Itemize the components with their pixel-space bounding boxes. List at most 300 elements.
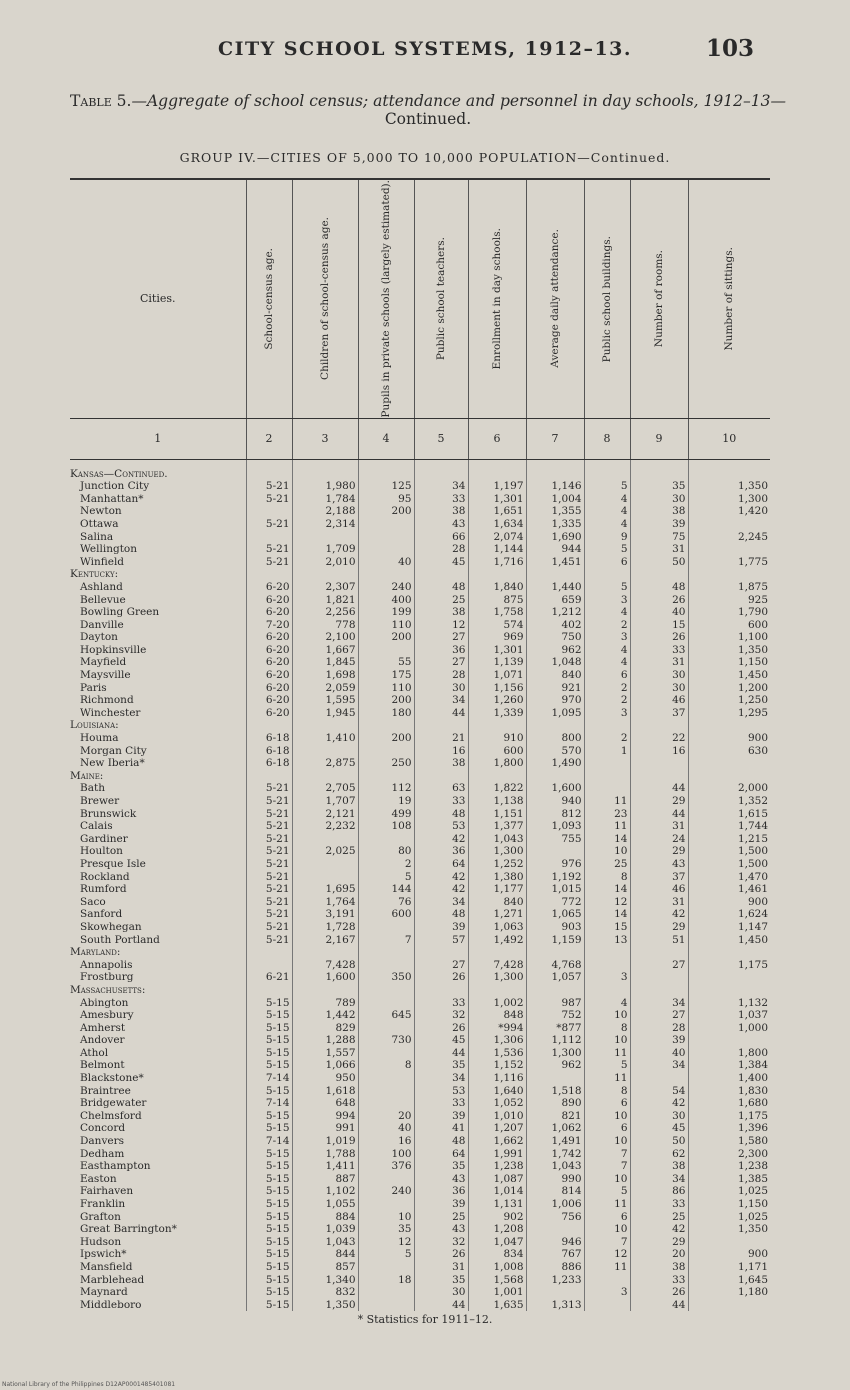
table-cell — [246, 984, 292, 997]
table-cell: 1,350 — [688, 480, 770, 493]
table-cell — [358, 1072, 414, 1085]
table-cell: 40 — [630, 1047, 688, 1060]
table-cell — [584, 468, 630, 481]
table-cell — [630, 568, 688, 581]
table-cell: 31 — [630, 656, 688, 669]
state-name: Kentucky: — [70, 568, 119, 581]
table-cell: 1,047 — [468, 1236, 526, 1249]
table-cell: 6-20 — [246, 694, 292, 707]
table-cell: 1,380 — [468, 871, 526, 884]
table-title: —Aggregate of school census; attendance and personnel in day schools, 1912–13— — [131, 92, 786, 110]
table-cell — [292, 568, 358, 581]
table-cell: 2,167 — [292, 934, 358, 947]
table-cell: 4,768 — [526, 959, 584, 972]
table-cell — [526, 984, 584, 997]
table-cell: 16 — [358, 1135, 414, 1148]
table-cell: 969 — [468, 631, 526, 644]
table-cell: 5 — [584, 1185, 630, 1198]
table-cell: 1,615 — [688, 808, 770, 821]
page-number: 103 — [705, 35, 754, 62]
table-cell: 1,490 — [526, 757, 584, 770]
table-cell: 12 — [584, 896, 630, 909]
table-row — [70, 606, 770, 619]
table-row — [70, 1173, 770, 1186]
table-cell — [246, 505, 292, 518]
table-cell: 42 — [414, 883, 468, 896]
table-cell: 4 — [584, 656, 630, 669]
table-cell: 950 — [292, 1072, 358, 1085]
city-name: Saco — [80, 895, 106, 908]
table-cell: 5 — [358, 871, 414, 884]
state-row — [70, 568, 770, 581]
table-cell: 64 — [414, 858, 468, 871]
table-cell — [358, 1261, 414, 1274]
table-cell: 1,384 — [688, 1059, 770, 1072]
table-cell: 730 — [358, 1034, 414, 1047]
table-cell: 1,667 — [292, 644, 358, 657]
table-row — [70, 959, 770, 972]
table-cell: 14 — [584, 833, 630, 846]
table-cell: 38 — [630, 1261, 688, 1274]
table-cell: 944 — [526, 543, 584, 556]
table-cell: 26 — [630, 594, 688, 607]
table-cell: 6-20 — [246, 606, 292, 619]
city-name: Junction City — [80, 480, 150, 493]
table-cell: 16 — [630, 745, 688, 758]
table-row — [70, 531, 770, 544]
table-cell: 1,707 — [292, 795, 358, 808]
table-cell: 1,208 — [468, 1223, 526, 1236]
table-cell: 1,618 — [292, 1085, 358, 1098]
table-cell: 1,500 — [688, 845, 770, 858]
table-cell: 1,634 — [468, 518, 526, 531]
table-cell — [358, 543, 414, 556]
table-cell: 1,100 — [688, 631, 770, 644]
table-cell: 887 — [292, 1173, 358, 1186]
table-cell: 50 — [630, 1135, 688, 1148]
table-cell: 108 — [358, 820, 414, 833]
table-cell: 1,640 — [468, 1085, 526, 1098]
table-cell — [414, 719, 468, 732]
table-cell: 25 — [584, 858, 630, 871]
table-cell: 2 — [584, 694, 630, 707]
table-row — [70, 1160, 770, 1173]
table-cell: 34 — [414, 694, 468, 707]
city-name: Annapolis — [80, 958, 133, 971]
state-row — [70, 719, 770, 732]
table-cell: 2 — [358, 858, 414, 871]
table-cell: 902 — [468, 1211, 526, 1224]
table-cell — [358, 1097, 414, 1110]
table-cell: 1,175 — [688, 959, 770, 972]
table-cell: 1,233 — [526, 1274, 584, 1287]
table-cell: 2,121 — [292, 808, 358, 821]
table-row — [70, 820, 770, 833]
city-name: Brunswick — [80, 807, 137, 820]
table-row — [70, 858, 770, 871]
table-cell — [630, 1072, 688, 1085]
table-cell: 1,019 — [292, 1135, 358, 1148]
table-cell: 43 — [414, 518, 468, 531]
table-cell: 42 — [630, 1097, 688, 1110]
table-cell — [292, 833, 358, 846]
table-cell: 33 — [630, 1274, 688, 1287]
table-cell: 600 — [358, 908, 414, 921]
table-cell: 6 — [584, 669, 630, 682]
table-cell: 946 — [526, 1236, 584, 1249]
city-name: Morgan City — [80, 744, 147, 757]
column-header-children: Children of school-census age. — [292, 179, 358, 418]
table-cell: 812 — [526, 808, 584, 821]
city-name: Rumford — [80, 883, 127, 896]
table-cell: 10 — [584, 845, 630, 858]
table-cell — [688, 468, 770, 481]
table-cell — [358, 1299, 414, 1312]
table-row — [70, 1198, 770, 1211]
table-row — [70, 757, 770, 770]
table-cell: 53 — [414, 1085, 468, 1098]
table-cell: 1,010 — [468, 1110, 526, 1123]
table-cell: 1,350 — [688, 1223, 770, 1236]
table-row — [70, 1110, 770, 1123]
table-cell — [292, 468, 358, 481]
table-cell: 1,095 — [526, 707, 584, 720]
table-cell: 1 — [584, 745, 630, 758]
table-cell: 5-15 — [246, 1085, 292, 1098]
table-cell: 240 — [358, 1185, 414, 1198]
table-cell: 6-20 — [246, 656, 292, 669]
column-number: 2 — [246, 418, 292, 459]
table-cell — [292, 531, 358, 544]
table-cell: 200 — [358, 732, 414, 745]
table-cell: 1,250 — [688, 694, 770, 707]
table-cell — [584, 719, 630, 732]
table-cell: 1,048 — [526, 656, 584, 669]
table-cell: 14 — [584, 883, 630, 896]
table-cell: 5-15 — [246, 1236, 292, 1249]
table-cell: 1,600 — [526, 782, 584, 795]
table-cell: 376 — [358, 1160, 414, 1173]
table-cell: 755 — [526, 833, 584, 846]
table-cell: 180 — [358, 707, 414, 720]
table-cell: 86 — [630, 1185, 688, 1198]
table-cell: 1,200 — [688, 682, 770, 695]
table-cell: 1,624 — [688, 908, 770, 921]
table-cell — [358, 745, 414, 758]
table-cell: 2,074 — [468, 531, 526, 544]
column-number: 3 — [292, 418, 358, 459]
city-name: Salina — [80, 530, 114, 543]
table-cell: 1,410 — [292, 732, 358, 745]
table-cell: 600 — [688, 619, 770, 632]
table-cell: 1,335 — [526, 518, 584, 531]
table-cell: 840 — [468, 896, 526, 909]
table-cell: 1,728 — [292, 921, 358, 934]
table-cell: 43 — [414, 1173, 468, 1186]
table-cell: 1,800 — [688, 1047, 770, 1060]
table-cell: 1,350 — [688, 644, 770, 657]
table-cell: 5-15 — [246, 1047, 292, 1060]
table-row — [70, 1135, 770, 1148]
table-cell: 5-21 — [246, 908, 292, 921]
table-row — [70, 934, 770, 947]
table-cell: 5-15 — [246, 1198, 292, 1211]
city-name: Marblehead — [80, 1273, 145, 1286]
table-row — [70, 1122, 770, 1135]
table-cell: 756 — [526, 1211, 584, 1224]
table-row — [70, 908, 770, 921]
table-cell: 1,350 — [292, 1299, 358, 1312]
state-row — [70, 770, 770, 783]
table-cell — [358, 770, 414, 783]
table-cell: 26 — [414, 1022, 468, 1035]
table-row — [70, 833, 770, 846]
table-cell: 30 — [630, 682, 688, 695]
table-cell: 1,695 — [292, 883, 358, 896]
table-cell: 350 — [358, 971, 414, 984]
state-name: Louisiana: — [70, 719, 119, 732]
table-cell: 1,821 — [292, 594, 358, 607]
table-cell: 4 — [584, 518, 630, 531]
column-header-private: Pupils in private schools (largely estimated). — [358, 179, 414, 418]
table-cell: 10 — [584, 1034, 630, 1047]
table-cell: 40 — [630, 606, 688, 619]
table-cell: 2,059 — [292, 682, 358, 695]
table-cell: 2,314 — [292, 518, 358, 531]
table-cell — [292, 946, 358, 959]
table-cell: 834 — [468, 1248, 526, 1261]
table-cell: 886 — [526, 1261, 584, 1274]
table-cell — [292, 719, 358, 732]
city-name: Winfield — [80, 555, 125, 568]
table-cell — [358, 719, 414, 732]
table-cell: 1,800 — [468, 757, 526, 770]
table-spacer — [70, 459, 770, 468]
table-row — [70, 480, 770, 493]
table-cell: 994 — [292, 1110, 358, 1123]
table-cell: 1,131 — [468, 1198, 526, 1211]
city-name: Fairhaven — [80, 1185, 134, 1198]
table-cell: 1,306 — [468, 1034, 526, 1047]
table-row — [70, 707, 770, 720]
table-cell: 1,784 — [292, 493, 358, 506]
table-cell: 1,288 — [292, 1034, 358, 1047]
table-cell: 1,790 — [688, 606, 770, 619]
table-cell: 38 — [630, 1160, 688, 1173]
table-row — [70, 682, 770, 695]
city-name: Middleboro — [80, 1298, 142, 1311]
table-cell — [688, 984, 770, 997]
table-cell — [358, 518, 414, 531]
table-cell: 800 — [526, 732, 584, 745]
table-cell: 44 — [414, 1047, 468, 1060]
table-cell: 1,063 — [468, 921, 526, 934]
table-cell: 26 — [630, 631, 688, 644]
column-header-cities: Cities. — [70, 179, 246, 418]
table-cell: 1,116 — [468, 1072, 526, 1085]
table-cell: 1,845 — [292, 656, 358, 669]
city-name: Houlton — [80, 845, 123, 858]
city-name: Houma — [80, 732, 119, 745]
table-cell: 778 — [292, 619, 358, 632]
table-cell: 962 — [526, 644, 584, 657]
table-cell: 11 — [584, 795, 630, 808]
table-cell: 1,568 — [468, 1274, 526, 1287]
table-cell: 772 — [526, 896, 584, 909]
table-cell: 1,651 — [468, 505, 526, 518]
table-cell: 900 — [688, 1248, 770, 1261]
table-cell: 910 — [468, 732, 526, 745]
table-cell: 33 — [630, 644, 688, 657]
table-cell: 648 — [292, 1097, 358, 1110]
table-cell: 175 — [358, 669, 414, 682]
table-cell: 991 — [292, 1122, 358, 1135]
table-cell: 1,295 — [688, 707, 770, 720]
table-cell: 1,411 — [292, 1160, 358, 1173]
table-cell: 814 — [526, 1185, 584, 1198]
table-cell: 6-20 — [246, 644, 292, 657]
table-cell: 29 — [630, 921, 688, 934]
table-cell: 1,645 — [688, 1274, 770, 1287]
table-cell: 100 — [358, 1148, 414, 1161]
column-number: 5 — [414, 418, 468, 459]
table-cell: 821 — [526, 1110, 584, 1123]
table-cell: 39 — [414, 921, 468, 934]
city-name: Winchester — [80, 706, 141, 719]
table-cell: 900 — [688, 896, 770, 909]
table-cell: 10 — [358, 1211, 414, 1224]
table-cell: 21 — [414, 732, 468, 745]
table-row — [70, 1085, 770, 1098]
table-cell — [688, 1236, 770, 1249]
table-cell: 1,102 — [292, 1185, 358, 1198]
table-cell — [292, 745, 358, 758]
table-cell: 5-15 — [246, 1022, 292, 1035]
table-row — [70, 1223, 770, 1236]
table-cell: 5-15 — [246, 1261, 292, 1274]
table-cell: 34 — [630, 1059, 688, 1072]
table-cell: 27 — [630, 1009, 688, 1022]
table-cell: 1,662 — [468, 1135, 526, 1148]
table-cell: 6-20 — [246, 707, 292, 720]
table-cell: 3 — [584, 594, 630, 607]
table-cell: 39 — [414, 1110, 468, 1123]
table-cell: 5-15 — [246, 1185, 292, 1198]
table-cell — [358, 1047, 414, 1060]
table-cell: 8 — [584, 1022, 630, 1035]
library-stamp: National Library of the Philippines D12AP0001485401081 — [2, 1381, 176, 1388]
table-cell: 5-21 — [246, 795, 292, 808]
table-row — [70, 1299, 770, 1312]
table-cell: 5-15 — [246, 1173, 292, 1186]
city-name: Presque Isle — [80, 857, 146, 870]
table-cell: 35 — [358, 1223, 414, 1236]
table-cell: 26 — [414, 1248, 468, 1261]
table-cell: 44 — [630, 782, 688, 795]
table-cell: 37 — [630, 707, 688, 720]
table-cell — [526, 845, 584, 858]
table-cell — [688, 1299, 770, 1312]
table-cell: 4 — [584, 997, 630, 1010]
table-cell: 200 — [358, 505, 414, 518]
table-cell: 35 — [630, 480, 688, 493]
city-name: Easthampton — [80, 1160, 151, 1173]
table-cell: 7,428 — [292, 959, 358, 972]
city-name: Danville — [80, 618, 124, 631]
table-row — [70, 795, 770, 808]
table-cell: 33 — [414, 1097, 468, 1110]
table-cell: 6 — [584, 1097, 630, 1110]
city-name: Mayfield — [80, 656, 127, 669]
table-cell: 27 — [630, 959, 688, 972]
table-cell: 1,252 — [468, 858, 526, 871]
table-cell: 962 — [526, 1059, 584, 1072]
table-cell: 1,450 — [688, 934, 770, 947]
table-cell — [468, 984, 526, 997]
column-header-attendance: Average daily attendance. — [526, 179, 584, 418]
table-cell: 1,150 — [688, 1198, 770, 1211]
table-cell: 2,232 — [292, 820, 358, 833]
table-cell: 1,093 — [526, 820, 584, 833]
table-cell: 3 — [584, 971, 630, 984]
table-row — [70, 1185, 770, 1198]
table-cell: 25 — [414, 594, 468, 607]
table-cell: 14 — [584, 908, 630, 921]
table-cell: 10 — [584, 1223, 630, 1236]
state-name: Maryland: — [70, 946, 121, 959]
city-name: Rockland — [80, 870, 130, 883]
table-cell: 1,144 — [468, 543, 526, 556]
running-head: CITY SCHOOL SYSTEMS, 1912–13. — [217, 38, 633, 60]
table-cell: 5-21 — [246, 808, 292, 821]
table-row — [70, 883, 770, 896]
table-cell: 1,212 — [526, 606, 584, 619]
column-header-age: School-census age. — [246, 179, 292, 418]
city-name: Concord — [80, 1122, 126, 1135]
table-cell: 45 — [630, 1122, 688, 1135]
table-cell: 1,822 — [468, 782, 526, 795]
table-cell: 574 — [468, 619, 526, 632]
table-cell: 39 — [630, 1034, 688, 1047]
table-cell: 1,875 — [688, 581, 770, 594]
table-cell — [292, 871, 358, 884]
table-cell: 1,006 — [526, 1198, 584, 1211]
table-cell: 5-21 — [246, 518, 292, 531]
table-cell — [526, 719, 584, 732]
column-header-enrollment: Enrollment in day schools. — [468, 179, 526, 418]
table-cell: 1,744 — [688, 820, 770, 833]
table-cell: 11 — [584, 1261, 630, 1274]
table-cell: 5-21 — [246, 820, 292, 833]
table-cell: 4 — [584, 644, 630, 657]
table-cell: 10 — [584, 1173, 630, 1186]
table-row — [70, 1072, 770, 1085]
table-cell: 5-15 — [246, 1299, 292, 1312]
table-cell: 1,355 — [526, 505, 584, 518]
city-name: Gardiner — [80, 832, 128, 845]
table-cell: 34 — [630, 1173, 688, 1186]
table-cell: 6-18 — [246, 745, 292, 758]
group-title: GROUP IV.—CITIES OF 5,000 TO 10,000 POPULATION—Continued. — [179, 150, 671, 165]
table-cell — [584, 770, 630, 783]
table-cell: 6-20 — [246, 682, 292, 695]
table-cell: 1,015 — [526, 883, 584, 896]
table-cell: 1,271 — [468, 908, 526, 921]
table-row — [70, 1148, 770, 1161]
table-cell: 43 — [414, 1223, 468, 1236]
table-cell: 3 — [584, 631, 630, 644]
city-name: Mansfield — [80, 1260, 133, 1273]
